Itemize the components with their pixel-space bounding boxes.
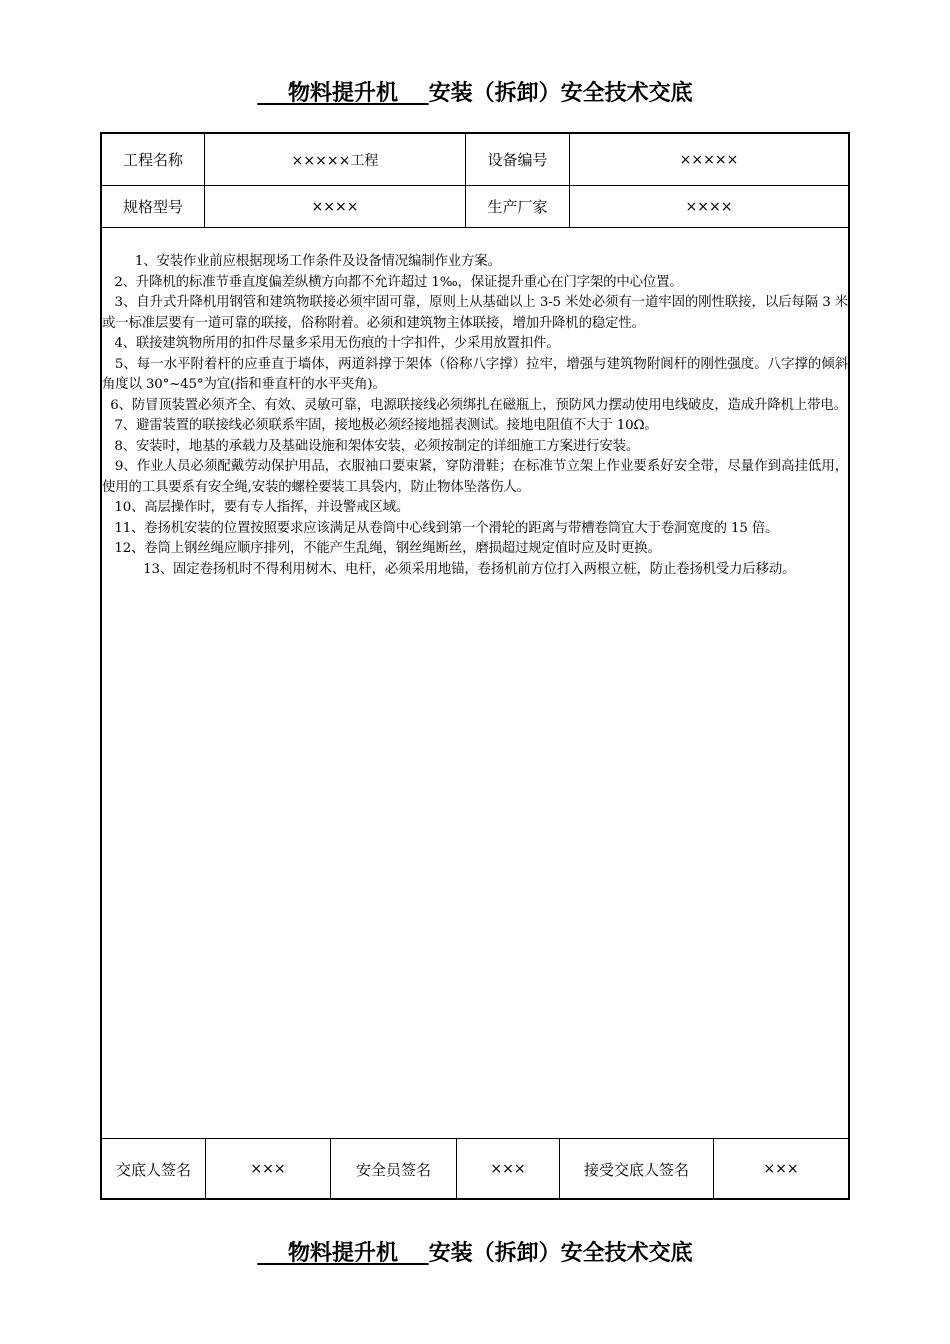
label-recipient-signature: 接受交底人签名 <box>560 1139 714 1199</box>
label-equipment-number: 设备编号 <box>466 134 570 186</box>
label-model: 规格型号 <box>102 186 205 228</box>
next-page-title <box>0 1236 950 1267</box>
signature-row <box>102 1138 848 1199</box>
instruction-item: 6、防冒顶装置必须齐全、有效、灵敏可靠，电源联接线必须绑扎在磁瓶上，预防风力摆动使用电线破皮，造成升降机上带电。 <box>110 397 847 413</box>
instruction-item: 4、联接建筑物所用的扣件尽量多采用无伤痕的十字扣件，少采用放置扣件。 <box>114 336 560 351</box>
instruction-item: 8、安装时，地基的承载力及基础设施和架体安装，必须按制定的详细施工方案进行安装。 <box>114 438 640 454</box>
label-safety-officer-signature: 安全员签名 <box>331 1139 457 1199</box>
discloser-signature: ××× <box>206 1139 331 1199</box>
instruction-item: 7、避雷装置的联接线必须联系牢固，接地极必须经接地摇表测试。接地电阻值不大于 10Ω。 <box>114 418 658 433</box>
value-model: ×××× <box>205 186 466 228</box>
label-manufacturer: 生产厂家 <box>466 186 570 228</box>
instruction-item: 3、自升式升降机用钢管和建筑物联接必须牢固可靠，原则上从基础以上 3-5 米处必须有一道牢固的刚性联接，以后每隔 3 米或一标准层要有一道可靠的联接，俗称附着。必须和建筑物主体联接，增加升降机的稳定性。 <box>102 295 848 331</box>
label-project-name: 工程名称 <box>102 134 205 186</box>
title-rest: 安装（拆卸）安全技术交底 <box>428 1241 693 1266</box>
disclosure-form <box>100 132 850 1200</box>
instruction-item: 2、升降机的标准节垂直度偏差纵横方向都不允许超过 1‰，保证提升重心在门字架的中心位置。 <box>114 274 683 290</box>
value-project-name: ×××××工程 <box>205 134 466 186</box>
instruction-item: 12、卷筒上钢丝绳应顺序排列，不能产生乱绳，钢丝绳断丝，磨损超过规定值时应及时更换。 <box>114 541 661 556</box>
instruction-item: 13、固定卷扬机时不得利用树木、电杆，必须采用地锚，卷扬机前方位打入两根立桩，防止卷扬机受力后移动。 <box>143 561 796 577</box>
safety-officer-signature: ××× <box>457 1139 560 1199</box>
value-equipment-number: ××××× <box>570 134 848 186</box>
document-title <box>0 76 950 107</box>
instruction-item: 1、安装作业前应根据现场工作条件及设备情况编制作业方案。 <box>134 254 501 269</box>
instruction-item: 5、每一水平附着杆的应垂直于墙体，两道斜撑于架体（俗称八字撑）拉牢，增强与建筑物附阆杆的刚性强度。八字撑的倾斜角度以 30°~45°为宜(指和垂直杆的水平夹角)。 <box>102 356 848 392</box>
recipient-signature: ××× <box>763 1161 799 1177</box>
title-equipment-name: 物料提升机 <box>257 1241 429 1266</box>
instruction-item: 9、作业人员必须配戴劳动保护用品，衣服袖口要束紧，穿防滑鞋；在标准节立架上作业要系好安全带，尽量作到高挂低用，使用的工具要系有安全绳,安装的螺栓要装工具袋内，防止物体坠落伤人。 <box>102 459 848 495</box>
safety-instructions <box>102 252 848 580</box>
title-equipment-name: 物料提升机 <box>257 81 429 106</box>
value-manufacturer: ×××× <box>570 186 848 228</box>
title-rest: 安装（拆卸）安全技术交底 <box>428 81 693 106</box>
instruction-item: 10、高层操作时，要有专人指挥，并设警戒区域。 <box>114 500 410 515</box>
label-discloser-signature: 交底人签名 <box>102 1139 206 1199</box>
instruction-item: 11、卷扬机安装的位置按照要求应该满足从卷筒中心线到第一个滑轮的距离与带槽卷筒宜大于卷洞宽度的 15 倍。 <box>114 520 779 536</box>
